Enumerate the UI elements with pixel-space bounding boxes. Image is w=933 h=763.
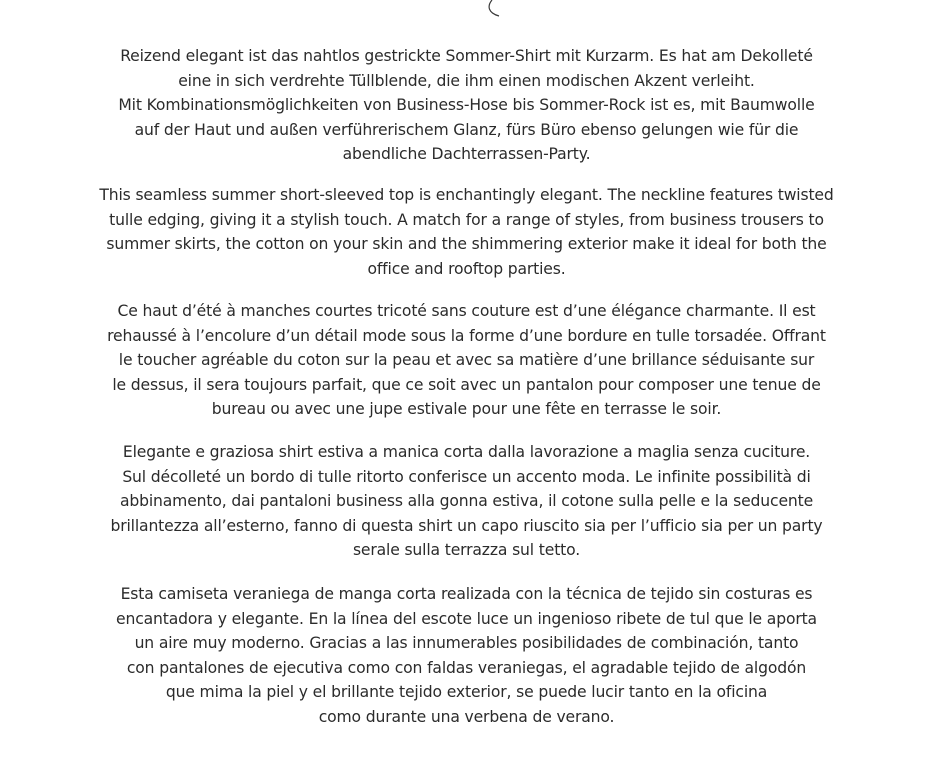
paragraph-line: bureau ou avec une jupe estivale pour une fête en terrasse le soir.: [211, 400, 722, 418]
paragraph-line: como durante una verbena de verano.: [318, 707, 615, 726]
paragraph-line: serale sulla terrazza sul tetto.: [352, 541, 581, 559]
paragraph-line: Sul décolleté un bordo di tulle ritorto conferisce un accento moda. Le infinite possibilità di: [122, 467, 811, 486]
paragraph-line: rehaussé à l’encolure d’un détail mode sous la forme d’une bordure en tulle torsadée. Offrant: [107, 326, 826, 345]
paragraph-line: Ce haut d’été à manches courtes tricoté sans couture est d’une élégance charmante. Il est: [117, 302, 816, 320]
paragraph-line: brillantezza all’esterno, fanno di questa shirt un capo riuscito sia per l’ufficio sia per un party: [110, 516, 823, 535]
paragraph-line: auf der Haut und außen verführerischem Glanz, fürs Büro ebenso gelungen wie für die: [134, 120, 799, 139]
paragraph-spanish: [60, 582, 873, 729]
curl-mark: [484, 0, 508, 20]
paragraph-line: un aire muy moderno. Gracias a las innumerables posibilidades de combinación, tanto: [134, 634, 799, 652]
paragraph-line: le dessus, il sera toujours parfait, que ce soit avec un pantalon pour composer une tenue de: [112, 375, 821, 394]
paragraph-line: abendliche Dachterrassen-Party.: [342, 145, 591, 163]
paragraph-italian: [60, 440, 873, 563]
paragraph-line: le toucher agréable du coton sur la peau et avec sa matière d’une brillance séduisante sur: [118, 351, 815, 369]
paragraph-line: Esta camiseta veraniega de manga corta realizada con la técnica de tejido sin costuras es: [120, 585, 813, 603]
paragraph-english: [60, 183, 873, 281]
paragraph-german: [60, 44, 873, 167]
paragraph-line: office and rooftop parties.: [367, 259, 566, 278]
paragraph-line: con pantalones de ejecutiva como con faldas veraniegas, el agradable tejido de algodón: [126, 658, 807, 677]
paragraph-line: encantadora y elegante. En la línea del escote luce un ingenioso ribete de tul que le aporta: [116, 609, 817, 628]
paragraph-line: eine in sich verdrehte Tüllblende, die ihm einen modischen Akzent verleiht.: [178, 71, 755, 90]
paragraph-line: summer skirts, the cotton on your skin and the shimmering exterior make it ideal for both the: [106, 235, 827, 253]
paragraph-line: Mit Kombinationsmöglichkeiten von Business-Hose bis Sommer-Rock ist es, mit Baumwolle: [118, 96, 815, 114]
paragraph-line: abbinamento, dai pantaloni business alla gonna estiva, il cotone sulla pelle e la seducente: [119, 492, 814, 510]
paragraph-line: tulle edging, giving it a stylish touch. A match for a range of styles, from business trousers to: [109, 210, 824, 229]
paragraph-line: que mima la piel y el brillante tejido exterior, se puede lucir tanto en la oficina: [165, 683, 768, 701]
paragraph-line: Reizend elegant ist das nahtlos gestrickte Sommer-Shirt mit Kurzarm. Es hat am Dekolleté: [120, 47, 813, 65]
paragraph-line: Elegante e graziosa shirt estiva a manica corta dalla lavorazione a maglia senza cuciture.: [122, 443, 811, 461]
paragraph-line: This seamless summer short-sleeved top is enchantingly elegant. The neckline features twisted: [99, 186, 834, 204]
paragraph-french: [60, 299, 873, 422]
